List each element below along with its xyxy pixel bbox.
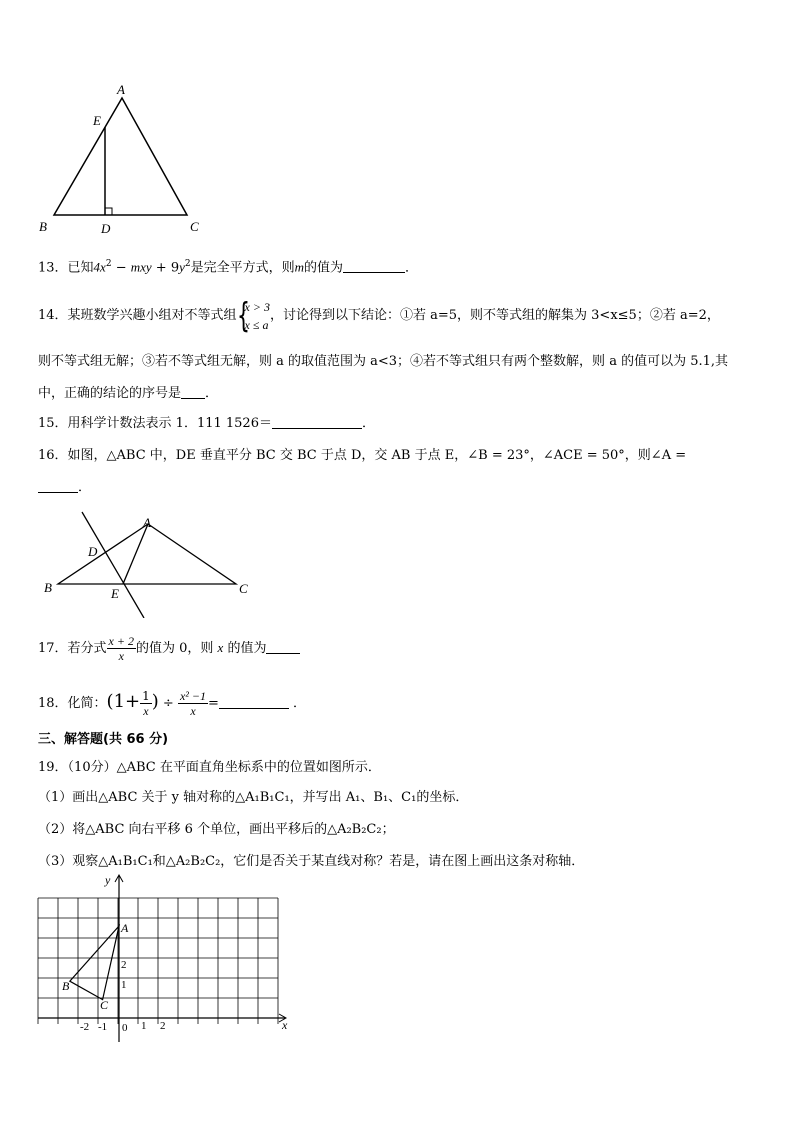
q18-fraction-1	[140, 689, 152, 718]
question-19: 19．（10分）△ABC 在平面直角坐标系中的位置如图所示．	[38, 760, 381, 775]
q15-answer-blank[interactable]	[272, 414, 362, 429]
q18-div: ÷	[162, 696, 174, 711]
question-16-line1: 16．如图，△ABC 中，DE 垂直平分 BC 交 BC 于点 D，交 AB 于点 E，∠B = 23°，∠ACE = 50°，则∠A =	[38, 448, 687, 463]
q13-answer-blank[interactable]	[343, 258, 405, 273]
point-a-label: A	[121, 921, 129, 935]
point-b-label: B	[62, 979, 70, 993]
q14-ineq1: x > 3	[244, 299, 270, 314]
q13-exp: 2	[105, 259, 112, 269]
triangle-abc-2	[58, 524, 236, 584]
q13-minus: −	[111, 260, 131, 276]
q18-frac1-den: x	[143, 704, 149, 718]
q17-var: x	[217, 640, 224, 655]
tick-label-pos1: 1	[141, 1020, 147, 1032]
q18-fraction-2	[178, 689, 208, 718]
label-e: E	[93, 113, 101, 128]
q13-coef: 4	[93, 259, 101, 275]
q18-frac2-den: x	[190, 704, 196, 718]
point-c-label: C	[100, 998, 109, 1012]
q14-line1-rest: ，讨论得到以下结论：①若 a=5，则不等式组的解集为 3<x≤5；②若 a=2，	[269, 308, 720, 323]
tick-label-y1: 1	[121, 979, 127, 991]
q14-line3-a: 中，正确的结论的序号是	[38, 386, 182, 401]
q18-frac1-num: 1	[142, 689, 150, 703]
q13-middle: 是完全平方式，则	[190, 260, 295, 276]
q17-numerator: x + 2	[108, 634, 134, 648]
q13-var-m: m	[294, 259, 305, 275]
q13-mxy: mxy	[130, 259, 152, 275]
q17-middle: 的值为 0，则	[135, 641, 214, 656]
q17-prefix: 17．若分式	[38, 641, 107, 656]
q13-end: ．	[405, 260, 419, 276]
question-16-line2	[38, 478, 91, 498]
q13-exp2: 2	[184, 259, 191, 269]
question-18	[38, 682, 306, 724]
q14-answer-blank[interactable]	[181, 384, 205, 399]
q18-prefix: 18．化简：	[38, 696, 107, 711]
q15-end: ．	[361, 416, 375, 431]
q17-denominator: x	[118, 649, 124, 663]
question-13	[38, 254, 418, 278]
tick-label-neg1: -1	[98, 1021, 108, 1033]
q17-suffix: 的值为	[227, 641, 267, 656]
q13-y: y	[179, 259, 185, 275]
label-c: C	[190, 219, 199, 234]
triangle-abc-grid	[70, 926, 119, 1000]
brace-icon: {	[236, 295, 250, 336]
q14-prefix: 14．某班数学兴趣小组对不等式组	[38, 308, 237, 323]
tick-label-zero: 0	[122, 1022, 128, 1034]
q18-end: ．	[293, 696, 307, 711]
triangle-abc-outline	[54, 98, 187, 215]
q18-frac2-num: x² −1	[179, 689, 206, 703]
label2-b: B	[44, 580, 52, 595]
figure-triangle-ade	[30, 78, 220, 238]
question-15	[38, 414, 375, 434]
grid-lines	[38, 898, 278, 1024]
perpendicular-bisector-de	[82, 512, 144, 618]
q18-eq: =	[208, 696, 219, 711]
question-19-part1: （1）画出△ABC 关于 y 轴对称的△A₁B₁C₁，并写出 A₁、B₁、C₁的坐标．	[38, 790, 469, 805]
right-angle-mark	[105, 208, 112, 215]
question-14-line3	[38, 384, 218, 404]
tick-label-pos2: 2	[160, 1020, 166, 1032]
q13-plus: + 9	[151, 260, 180, 276]
axis-x-label: x	[282, 1018, 288, 1032]
q17-fraction	[107, 634, 136, 663]
label2-d: D	[88, 544, 98, 559]
figure-triangle-de-bisector	[36, 508, 266, 618]
axis-y-label: y	[105, 873, 111, 887]
q17-answer-blank[interactable]	[266, 639, 300, 654]
question-17	[38, 630, 300, 667]
tick-label-neg2: -2	[80, 1021, 90, 1033]
label2-a: A	[143, 515, 151, 530]
question-14-line1	[38, 296, 720, 336]
coordinate-grid	[30, 872, 300, 1047]
label2-c: C	[239, 581, 248, 596]
tick-label-y2: 2	[121, 959, 127, 971]
label-a: A	[117, 82, 125, 97]
q13-x: x	[100, 259, 106, 275]
q18-answer-blank[interactable]	[219, 694, 289, 709]
q15-text: 15．用科学计数法表示 1．111 1526＝	[38, 416, 272, 431]
q14-ineq2: x ≤ a	[244, 317, 269, 332]
question-19-part2: （2）将△ABC 向右平移 6 个单位，画出平移后的△A₂B₂C₂；	[38, 822, 395, 837]
q13-prefix: 13．已知	[38, 260, 94, 276]
q18-open-paren: (1+	[106, 691, 141, 712]
label-d: D	[101, 221, 111, 236]
label-b: B	[39, 219, 47, 234]
label2-e: E	[111, 586, 119, 601]
q16-end: ．	[78, 480, 92, 495]
q14-inequality-system	[236, 295, 270, 336]
q14-line3-b: ．	[205, 386, 219, 401]
q18-close-paren: )	[151, 691, 159, 712]
q16-answer-blank[interactable]	[38, 478, 78, 493]
question-19-part3: （3）观察△A₁B₁C₁和△A₂B₂C₂，它们是否关于某直线对称？若是，请在图上画出这条对称轴．	[38, 854, 585, 869]
question-14-line2: 则不等式组无解；③若不等式组无解，则 a 的取值范围为 a<3；④若不等式组只有两个整数解，则 a 的值可以为 5.1,其	[38, 354, 729, 369]
q13-suffix: 的值为	[304, 260, 344, 276]
section-3-heading: 三、解答题(共 66 分)	[38, 732, 169, 747]
